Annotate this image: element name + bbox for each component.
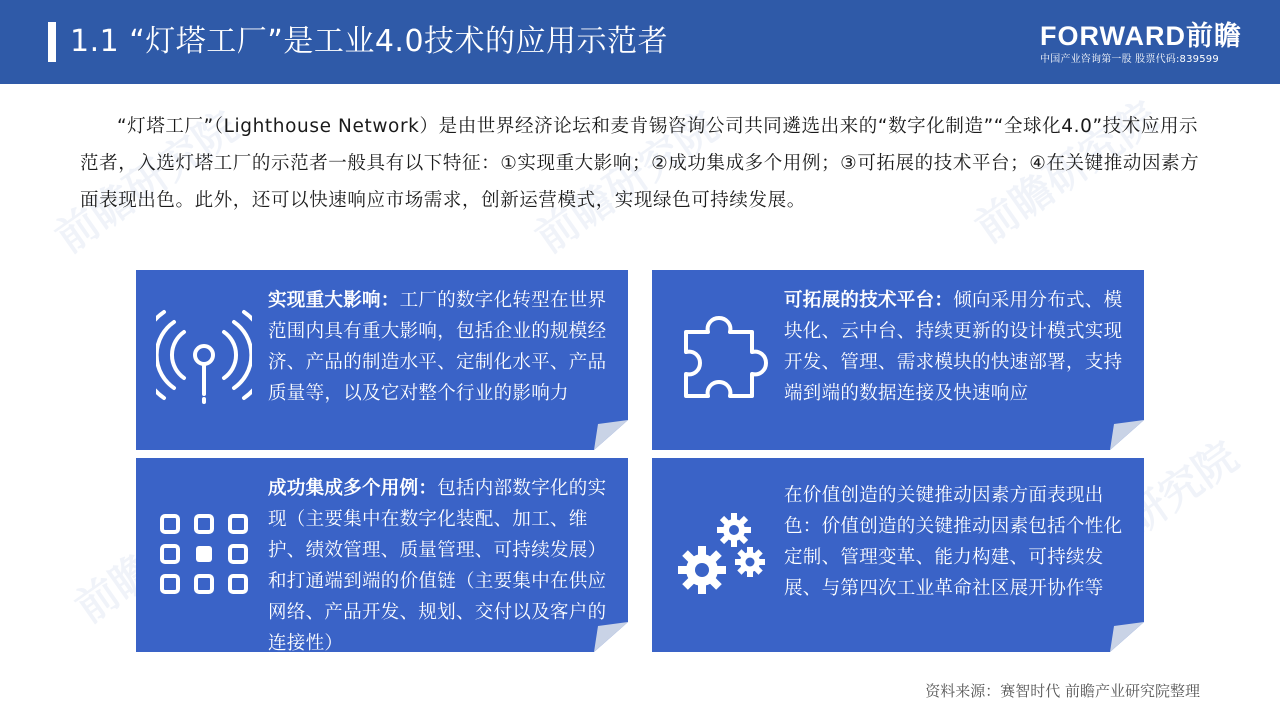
page-curl (594, 622, 628, 652)
card-body: 工厂的数字化转型在世界范围内具有重大影响，包括企业的规模经济、产品的制造水平、定制化水平、产品质量等，以及它对整个行业的影响力 (268, 290, 607, 404)
intro-paragraph: “灯塔工厂”（Lighthouse Network）是由世界经济论坛和麦肯锡咨询公司共同遴选出来的“数字化制造”“全球化4.0”技术应用示范者，入选灯塔工厂的示范者一般具有以下特征：①实现重大影响；②成功集成多个用例；③可拓展的技术平台；④在关键推动因素方面表现出色。此外，还可以快速响应市场需求，创新运营模式，实现绿色可持续发展。 (80, 116, 1200, 211)
source-note: 资料来源：赛智时代 前瞻产业研究院整理 (925, 682, 1200, 700)
header-banner (0, 0, 1280, 84)
card-text (268, 285, 618, 409)
watermark: 前瞻研究院 (526, 101, 727, 263)
card-text (268, 473, 618, 659)
card-heading: 可拓展的技术平台： (784, 290, 954, 311)
watermark: 前瞻研究院 (966, 91, 1167, 253)
page-curl (1110, 622, 1144, 652)
page-curl (1110, 420, 1144, 450)
gears-icon (672, 498, 768, 608)
feature-card-use-cases (136, 458, 628, 652)
puzzle-piece-icon (672, 302, 768, 412)
forward-logo (1040, 20, 1240, 70)
watermark: 前瞻研究院 (46, 101, 247, 263)
grid-squares-icon (156, 498, 252, 608)
logo-wordmark: FORWARD前瞻 (1040, 21, 1242, 51)
page-title: 1.1 “灯塔工厂”是工业4.0技术的应用示范者 (70, 24, 669, 59)
title-accent-bar (48, 22, 56, 62)
card-text (784, 285, 1134, 409)
signal-broadcast-icon (156, 302, 252, 412)
feature-card-impact (136, 270, 628, 450)
watermark: 前瞻研究院 (1046, 431, 1247, 593)
feature-card-platform (652, 270, 1144, 450)
card-body: 倾向采用分布式、模块化、云中台、持续更新的设计模式实现开发、管理、需求模块的快速部署，支持端到端的数据连接及快速响应 (784, 290, 1123, 404)
card-body: 包括内部数字化的实现（主要集中在数字化装配、加工、维护、绩效管理、质量管理、可持续发展）和打通端到端的价值链（主要集中在供应网络、产品开发、规划、交付以及客户的连接性） (268, 478, 607, 654)
card-body: 在价值创造的关键推动因素方面表现出色：价值创造的关键推动因素包括个性化定制、管理变革、能力构建、可持续发展、与第四次工业革命社区展开协作等 (784, 485, 1123, 599)
card-heading: 成功集成多个用例： (268, 478, 438, 499)
page-curl (594, 420, 628, 450)
card-text (784, 480, 1134, 604)
logo-tagline: 中国产业咨询第一股 股票代码:839599 (1040, 54, 1219, 65)
feature-card-enablers (652, 458, 1144, 652)
card-heading: 实现重大影响： (268, 290, 400, 311)
